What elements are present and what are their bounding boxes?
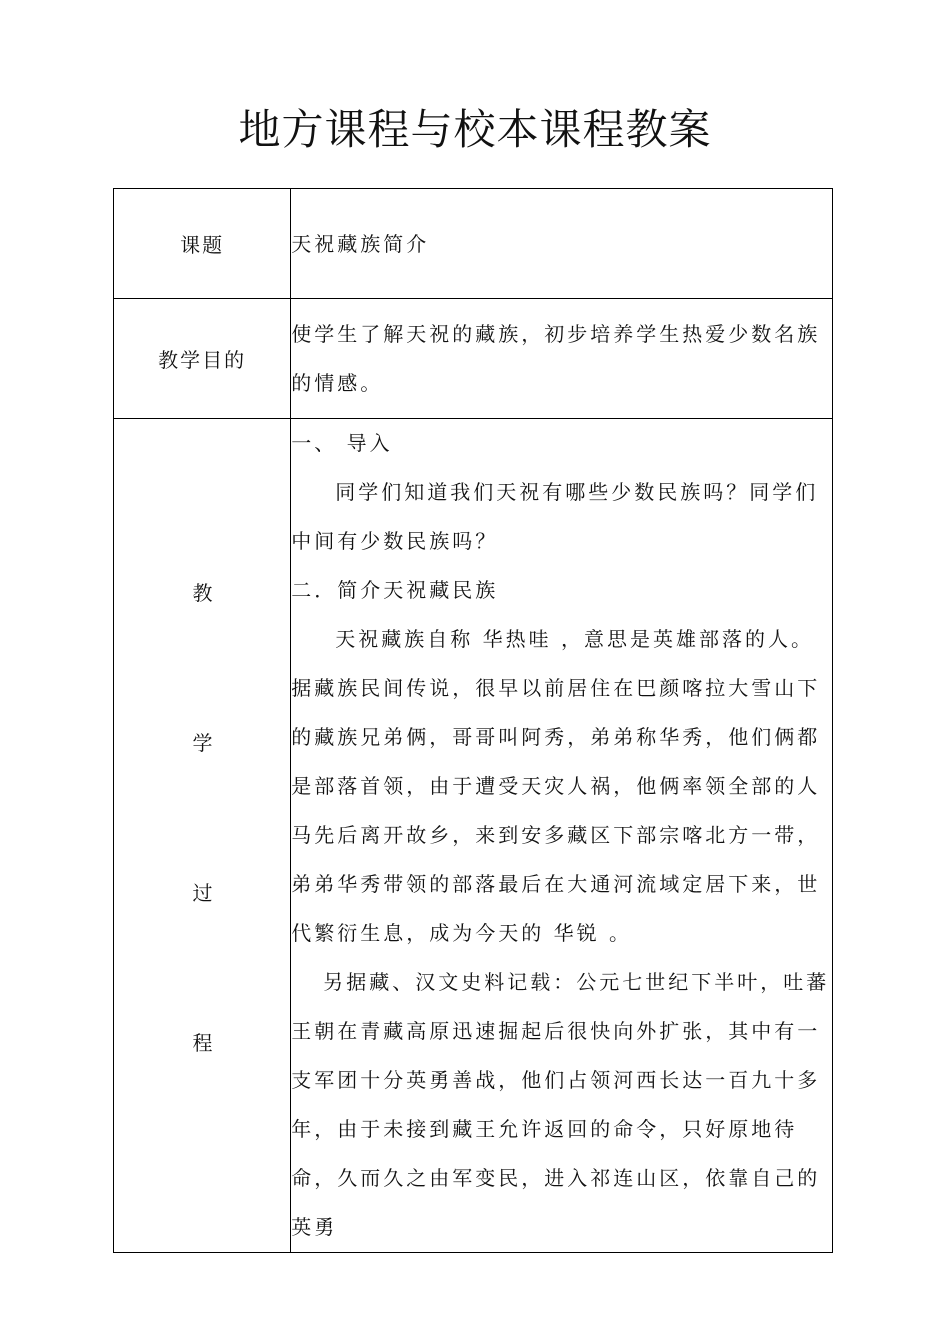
process-label-char: 程 bbox=[192, 1031, 213, 1055]
goal-label: 教学目的 bbox=[114, 299, 291, 419]
process-label-cell bbox=[114, 419, 291, 1253]
goal-content: 使学生了解天祝的藏族，初步培养学生热爱少数名族的情感。 bbox=[291, 299, 833, 419]
topic-label: 课题 bbox=[114, 189, 291, 299]
goal-row bbox=[114, 299, 833, 419]
process-content bbox=[291, 419, 833, 1253]
process-label-char: 学 bbox=[192, 731, 213, 755]
topic-row bbox=[114, 189, 833, 299]
section-heading-intro: 一、 导入 bbox=[291, 431, 393, 455]
paragraph: 天祝藏族自称 华热哇 ，意思是英雄部落的人。据藏族民间传说，很早以前居住在巴颜喀拉大雪山下的藏族兄弟俩，哥哥叫阿秀，弟弟称华秀，他们俩都是部落首领，由于遭受天灾人祸，他俩率领全部的人马先后离开故乡，来到安多藏区下部宗喀北方一带，弟弟华秀带领的部落最后在大通河流域定居下来，世代繁衍生息，成为今天的 华锐 。 bbox=[291, 627, 821, 945]
document-title: 地方课程与校本课程教案 bbox=[238, 105, 712, 154]
lesson-plan-table bbox=[113, 188, 833, 1253]
paragraph: 另据藏、汉文史料记载：公元七世纪下半叶，吐蕃王朝在青藏高原迅速掘起后很快向外扩张，其中有一支军团十分英勇善战，他们占领河西长达一百九十多年，由于未接到藏王允许返回的命令，只好原地待命，久而久之由军变民，进入祁连山区，依靠自己的英勇 bbox=[291, 970, 830, 1239]
process-label-char: 过 bbox=[192, 881, 213, 905]
paragraph: 同学们知道我们天祝有哪些少数民族吗？同学们中间有少数民族吗？ bbox=[291, 480, 819, 553]
section-heading-intro-tibetan: 二．简介天祝藏民族 bbox=[291, 578, 499, 602]
process-row bbox=[114, 419, 833, 1253]
topic-content: 天祝藏族简介 bbox=[291, 189, 833, 299]
process-label-char: 教 bbox=[192, 581, 213, 605]
